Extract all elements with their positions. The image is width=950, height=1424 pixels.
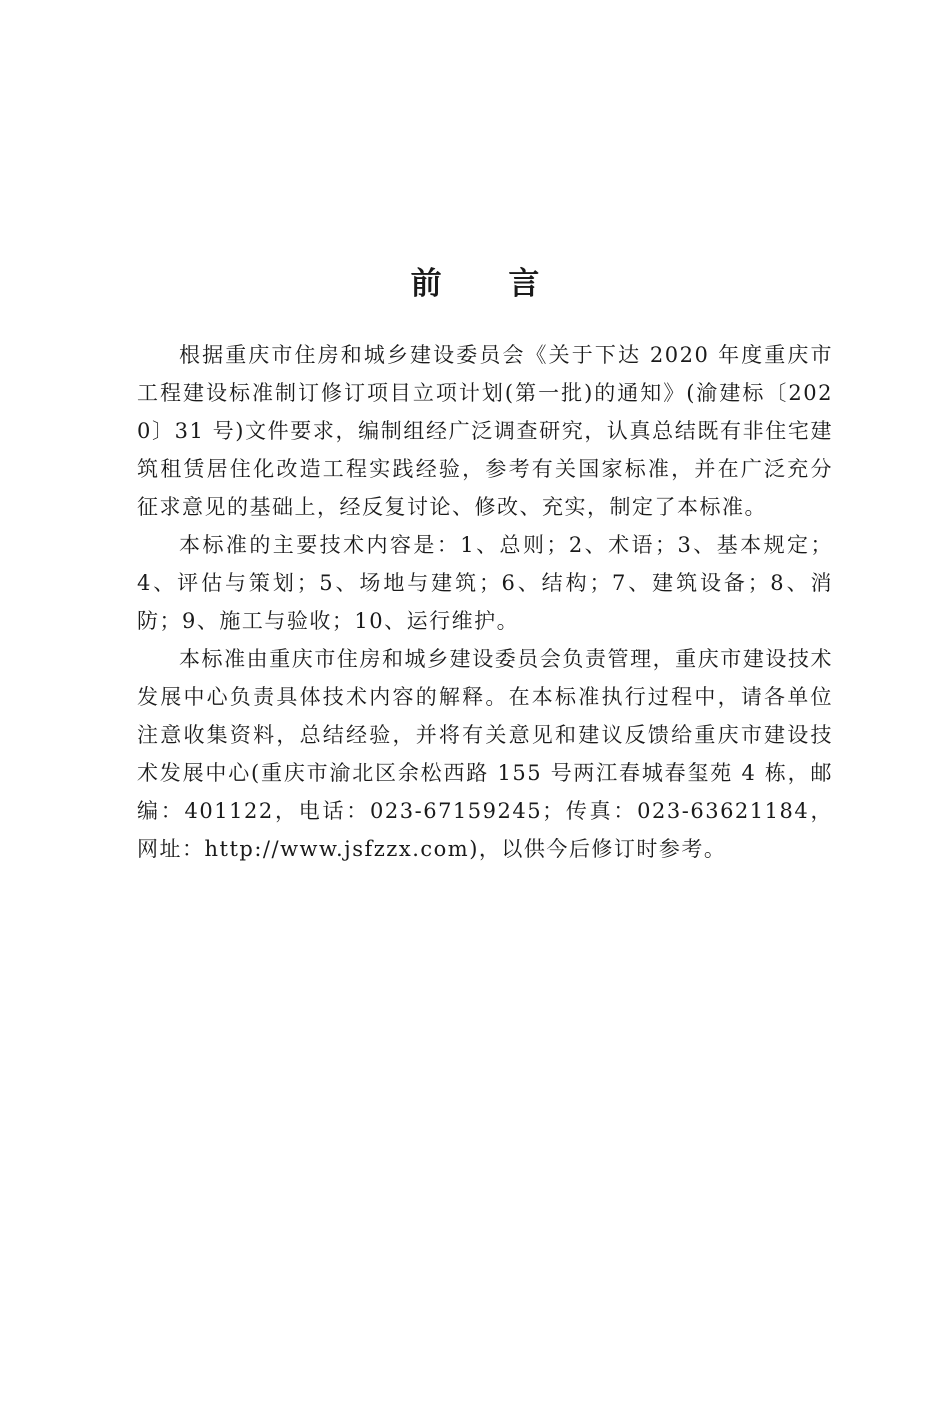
body-text (137, 336, 833, 868)
page-title: 前 言 (410, 265, 568, 302)
paragraph-basis: 根据重庆市住房和城乡建设委员会《关于下达 2020 年度重庆市工程建设标准制订修订项目立项计划(第一批)的通知》(渝建标〔2020〕31 号)文件要求，编制组经广泛调查研究，认真总结既有非住宅建筑租赁居住化改造工程实践经验，参考有关国家标准，并在广泛充分征求意见的基础上，经反复讨论、修改、充实，制定了本标准。 (137, 343, 833, 519)
paragraph-contents: 本标准的主要技术内容是：1、总则；2、术语；3、基本规定；4、评估与策划；5、场地与建筑；6、结构；7、建筑设备；8、消防；9、施工与验收；10、运行维护。 (137, 533, 833, 633)
paragraph-management: 本标准由重庆市住房和城乡建设委员会负责管理，重庆市建设技术发展中心负责具体技术内容的解释。在本标准执行过程中，请各单位注意收集资料，总结经验，并将有关意见和建议反馈给重庆市建设技术发展中心(重庆市渝北区余松西路 155 号两江春城春玺苑 4 栋，邮编：401122，电话：023-67159245；传真：023-63621184，网址：http://www.jsfzzx.com)，以供今后修订时参考。 (137, 647, 833, 861)
